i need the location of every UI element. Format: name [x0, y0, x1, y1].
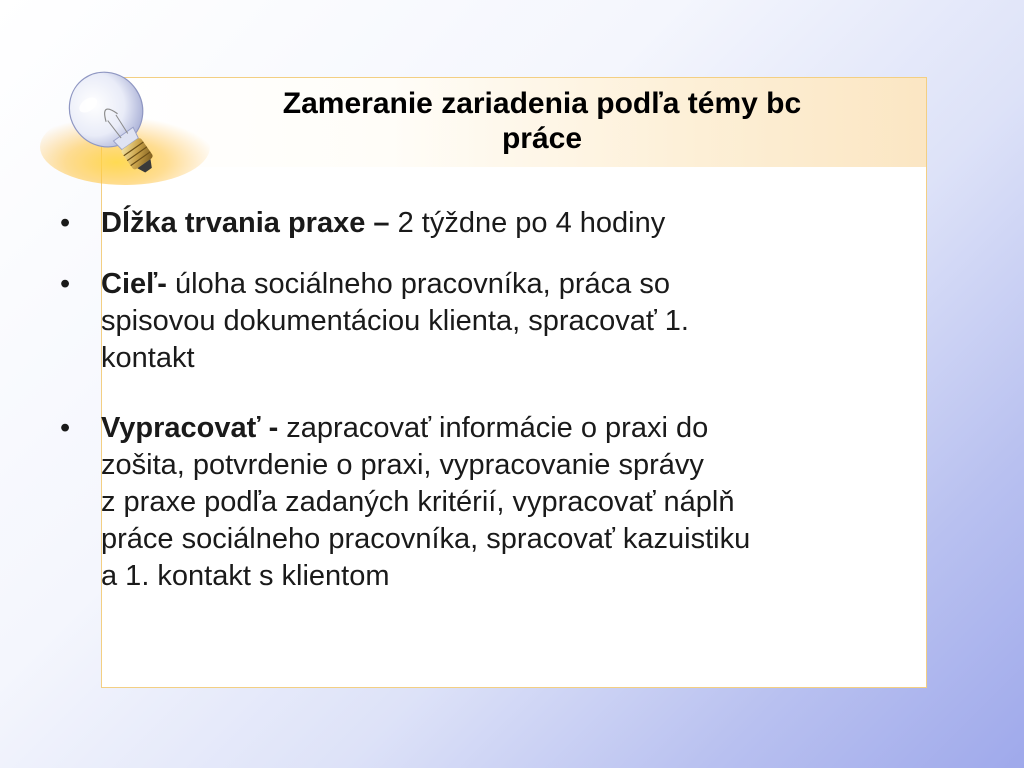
bullet-line: zošita, potvrdenie o praxi, vypracovanie správy [101, 449, 704, 481]
bullet-line: práce sociálneho pracovníka, spracovať kazuistiku [101, 523, 751, 555]
title-line: práce [501, 122, 583, 155]
bullet-dot: • [60, 268, 71, 300]
bullet-line: z praxe podľa zadaných kritérií, vypracovať náplň [101, 486, 735, 518]
bullet-term: Dĺžka trvania praxe – [101, 207, 390, 239]
bullet-dot: • [60, 412, 71, 444]
title-line: Zameranie zariadenia podľa témy bc [282, 87, 802, 120]
bullet-text [101, 266, 961, 377]
bullet-line: kontakt [101, 342, 195, 374]
bullet-line: a 1. kontakt s klientom [101, 560, 390, 592]
bullet-line [101, 410, 961, 447]
bullet-line-text: zapracovať informácie o praxi do [278, 412, 709, 444]
bullet-text [101, 410, 961, 595]
bullet-term: Cieľ- [101, 268, 167, 300]
bullet-line [101, 205, 961, 242]
bullet-line-text: úloha sociálneho pracovníka, práca so [166, 268, 670, 300]
bullet-text [101, 205, 961, 242]
slide-title [102, 86, 982, 156]
bullet-term: Vypracovať - [101, 412, 279, 444]
bullet-line-text: 2 týždne po 4 hodiny [389, 207, 666, 239]
bullet-line: spisovou dokumentáciou klienta, spracovať 1. [101, 305, 689, 337]
bullet-dot: • [60, 207, 71, 239]
bullet-line [101, 266, 961, 303]
